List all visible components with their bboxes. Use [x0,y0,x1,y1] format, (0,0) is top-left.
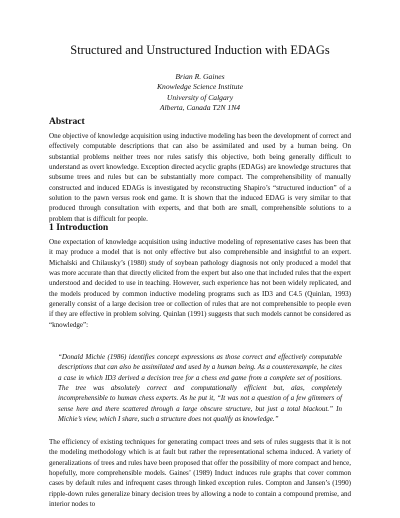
michie-quote: “Donald Michie (1986) identifies concept expressions as those correct and effectively computable descriptions that can also be assimilated and used by a human being. As a counterexample, he cites a case in which ID3 derived a decision tree for a chess end game from a complete set of positions. The tree was absolutely correct and computationally efficient but, alas, completely incomprehensible to human chess experts. As he put it, “It was not a question of a few glimmers of sense here and there scattered through a large obscure structure, but just a total blackout.” In Michie’s view, which I share, such a structure does not qualify as knowledge.” [58,353,342,424]
intro-paragraph-1: One expectation of knowledge acquisition using inductive modeling of representative cases has been that it may produce a model that is not only effective but also comprehensible and insightful to an expert. Michalski and Chilausky’s (1980) study of soybean pathology diagnosis not only produced a model that was more accurate than that directly elicited from the expert but also one that included rules that the expert understood and decided to use in teaching. However, such experience has not been widely replicated, and the models produced by common inductive modeling programs such as ID3 and C4.5 (Quinlan, 1993) generally consist of a large decision tree or collection of rules that are not comprehensible to people even if they are effective in problem solving. Quinlan (1991) suggests that such models cannot be considered as “knowledge”: [49,238,351,329]
intro-paragraph-2: The efficiency of existing techniques for generating compact trees and sets of rules suggests that it is not the modeling methodology which is at fault but rather the representational schema induced. A variety of generalizations of trees and rules have been proposed that offer the possibility of more compact and hence, hopefully, more comprehensible models. Gaines’ (1989) Induct induces rule graphs that cover common cases by default rules and infrequent cases through linked exception rules. Compton and Jansen’s (1990) ripple-down rules generalize binary decision trees by allowing a node to contain a compound premise, and interior nodes to [49,438,351,509]
author-affiliation: Knowledge Science Institute [156,82,244,92]
author-name: Brian R. Gaines [175,72,225,81]
author-university: University of Calgary [166,92,234,102]
paper-title: Structured and Unstructured Induction with EDAGs [70,43,330,57]
section-1-heading: 1 Introduction [49,222,109,233]
abstract-text: One objective of knowledge acquisition using inductive modeling has been the development of correct and effectively computable descriptions that can also be assimilated and used by a human being. On substantial problems neither trees nor rules satisfy this objective, both being generally difficult to understand as overt knowledge. Exception directed acyclic graphs (EDAGs) are knowledge structures that subsume trees and rules but can be substantially more compact. The comprehensibility of manually constructed and induced EDAGs is investigated by reconstructing Shapiro’s “structured induction” of a solution to the pawn versus rook end game. It is shown that the induced EDAG is very similar to that produced through consultation with experts, and that both are small, comprehensible solutions to a problem that is difficult for people. [49,132,351,223]
abstract-heading: Abstract [49,116,85,127]
author-address: Alberta, Canada T2N 1N4 [159,102,241,112]
author-block [0,72,400,113]
